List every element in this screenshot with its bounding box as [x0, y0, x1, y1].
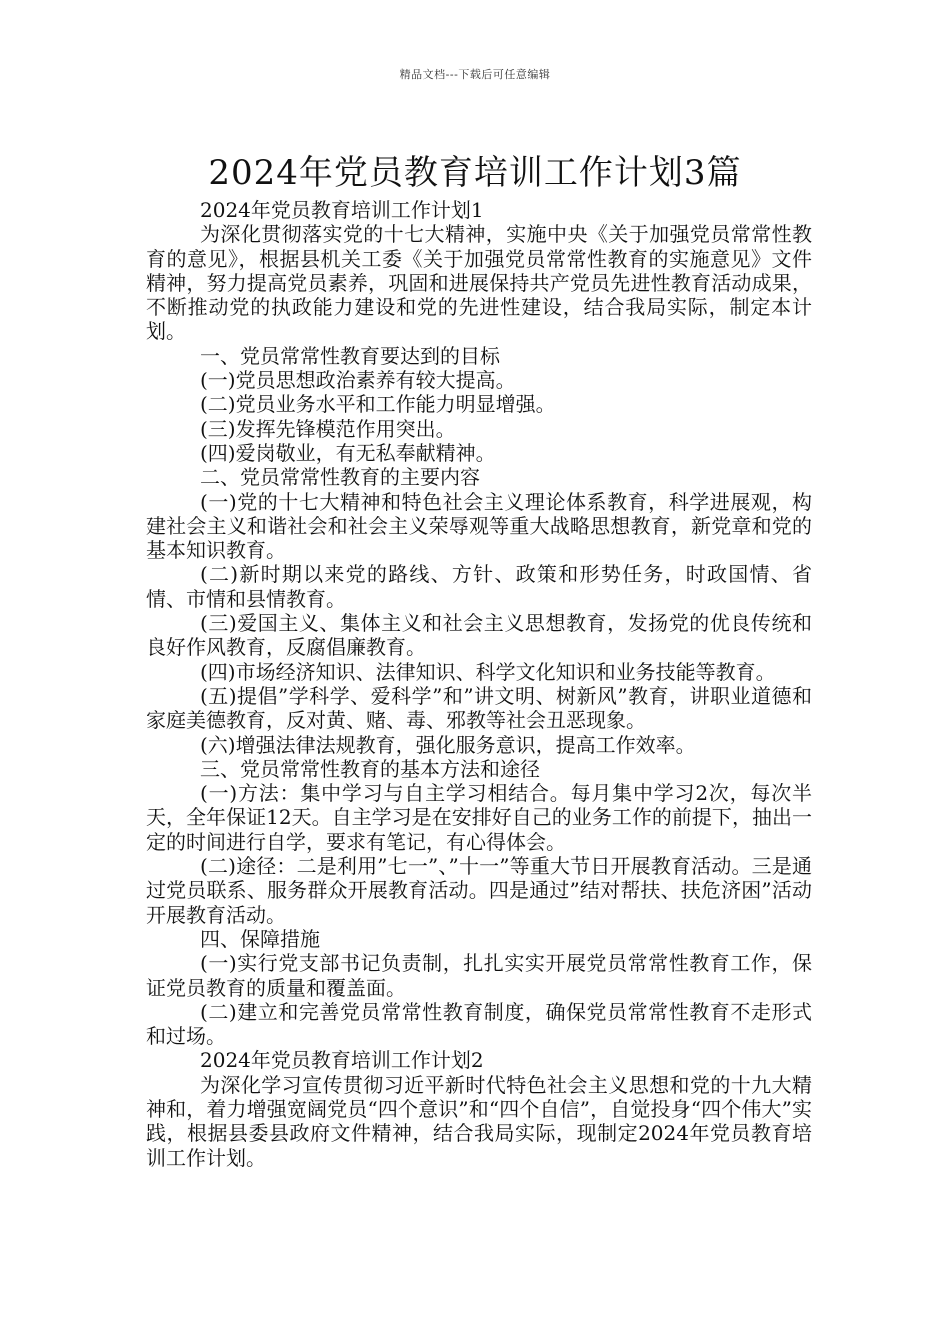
section-heading-goals: 一、党员常常性教育要达到的目标 — [200, 343, 500, 368]
content-item-2: (二)新时期以来党的路线、方针、政策和形势任务，时政国情、省情、市情和县情教育。 — [146, 562, 812, 611]
goal-item-4: (四)爱岗敬业，有无私奉献精神。 — [200, 440, 496, 465]
goal-item-2: (二)党员业务水平和工作能力明显增强。 — [200, 392, 556, 417]
goal-item-3: (三)发挥先锋模范作用突出。 — [200, 416, 456, 441]
method-item-2: (二)途径：二是利用”七一”、”十一”等重大节日开展教育活动。三是通过党员联系、服务群众开展教育活动。四是通过”结对帮扶、扶危济困”活动开展教育活动。 — [146, 854, 812, 927]
content-item-5: (五)提倡”学科学、爱科学”和”讲文明、树新风”教育，讲职业道德和家庭美德教育，反对黄、赌、毒、邪教等社会丑恶现象。 — [146, 683, 812, 733]
content-item-1: (一)党的十七大精神和特色社会主义理论体系教育，科学进展观，构建社会主义和谐社会和社会主义荣辱观等重大战略思想教育，新党章和党的基本知识教育。 — [146, 489, 812, 563]
content-item-6: (六)增强法律法规教育，强化服务意识，提高工作效率。 — [200, 732, 696, 757]
section-heading-plan-1: 2024年党员教育培训工作计划1 — [200, 198, 484, 222]
goal-item-1: (一)党员思想政治素养有较大提高。 — [200, 368, 516, 393]
safeguard-item-2: (二)建立和完善党员常常性教育制度，确保党员常常性教育不走形式和过场。 — [146, 999, 812, 1049]
section-heading-methods: 三、党员常常性教育的基本方法和途径 — [200, 756, 540, 781]
section-heading-safeguards: 四、保障措施 — [200, 926, 320, 951]
header-note: 精品文档---下载后可任意编辑 — [399, 68, 551, 81]
method-item-1: (一)方法：集中学习与自主学习相结合。每月集中学习2次，每次半天，全年保证12天。自主学习是在安排好自己的业务工作的前提下，抽出一定的时间进行自学，要求有笔记，有心得体会。 — [146, 781, 812, 854]
content-item-3: (三)爱国主义、集体主义和社会主义思想教育，发扬党的优良传统和良好作风教育，反腐倡廉教育。 — [146, 611, 812, 660]
plan-2-intro-paragraph: 为深化学习宣传贯彻习近平新时代特色社会主义思想和党的十九大精神和，着力增强宽阔党员“四个意识”和“四个自信”，自觉投身“四个伟大”实践，根据县委县政府文件精神，结合我局实际，现制定2024年党员教育培训工作计划。 — [146, 1072, 812, 1170]
content-item-4: (四)市场经济知识、法律知识、科学文化知识和业务技能等教育。 — [200, 659, 776, 684]
section-heading-content: 二、党员常常性教育的主要内容 — [200, 465, 480, 490]
section-heading-plan-2: 2024年党员教育培训工作计划2 — [200, 1048, 484, 1073]
intro-paragraph: 为深化贯彻落实党的十七大精神，实施中央《关于加强党员常常性教育的意见》，根据县机关工委《关于加强党员常常性教育的实施意见》文件精神，努力提高党员素养，巩固和进展保持共产党员先进性教育活动成果，不断推动党的执政能力建设和党的先进性建设，结合我局实际，制定本计划。 — [146, 222, 812, 344]
safeguard-item-1: (一)实行党支部书记负责制，扎扎实实开展党员常常性教育工作，保证党员教育的质量和覆盖面。 — [146, 951, 812, 1000]
document-body — [146, 198, 812, 1170]
document-title: 2024年党员教育培训工作计划3篇 — [208, 152, 742, 193]
